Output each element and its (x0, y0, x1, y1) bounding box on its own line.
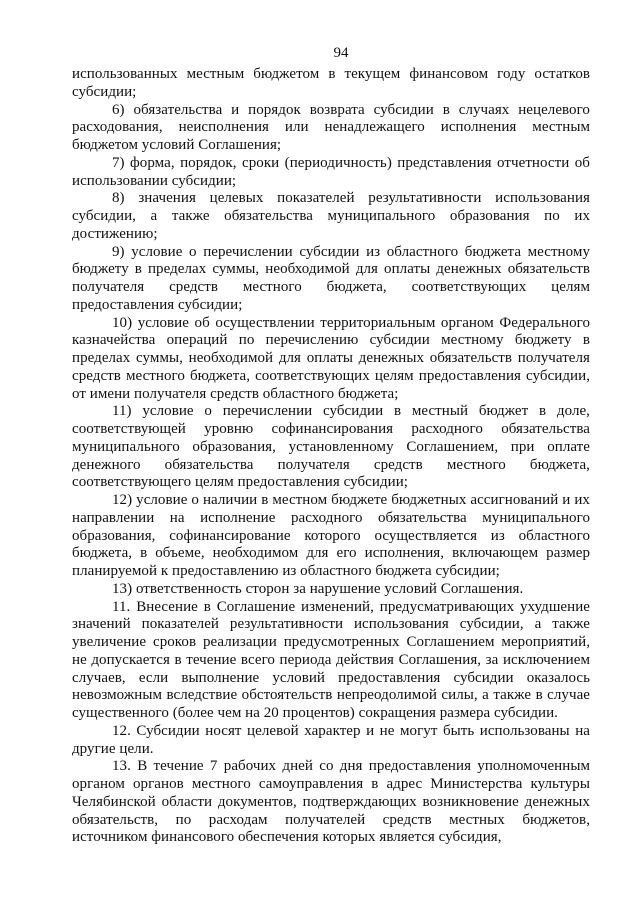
paragraph-p2 (72, 155, 590, 191)
text-line: 8) значения целевых показателей результативности использования (112, 190, 590, 207)
text-line: образования, софинансирование которого осуществляется из областного (72, 527, 590, 544)
text-line: получателя средств местного бюджета, соответствующих целям (72, 279, 590, 295)
text-line: пределах суммы, необходимой для оплаты денежных обязательств получателя (72, 350, 590, 366)
text-line: 12. Субсидии носят целевой характер и не могут быть использованы на (112, 722, 590, 739)
text-line: субсидии, а также обязательства муниципального образования по их (72, 208, 590, 224)
page-number: 94 (333, 45, 349, 61)
text-line: бюджету в пределах суммы, необходимой для оплаты денежных обязательств (72, 261, 590, 278)
text-line: органом органов местного самоуправления в адрес Министерства культуры (72, 776, 590, 792)
paragraph-p5 (72, 315, 590, 404)
paragraph-p3 (72, 190, 590, 243)
text-line: значений показателей результативности использования субсидии, а также (72, 616, 590, 633)
text-line: планируемой к предоставлению из областного бюджета субсидии; (72, 563, 500, 579)
paragraph-p1 (72, 102, 590, 155)
text-line: 6) обязательства и порядок возврата субсидии в случаях нецелевого (112, 101, 590, 118)
text-line: Челябинской области документов, подтверждающих возникновение денежных (72, 793, 590, 810)
text-line: 13) ответственность сторон за нарушение условий Соглашения. (112, 580, 524, 597)
text-line: средств местного бюджета, соответствующих целям предоставления субсидии, (72, 367, 590, 384)
text-line: 7) форма, порядок, сроки (периодичность) представления отчетности об (112, 154, 590, 171)
text-line: источником финансового обеспечения которых является субсидия, (72, 829, 502, 846)
text-line: бюджета, в объеме, необходимом для его исполнения, включающем размер (72, 545, 590, 562)
text-line: направлении на исполнение расходного обязательства муниципального (72, 509, 590, 526)
text-line: соответствующего целям предоставления субсидии; (72, 474, 409, 491)
text-line: обязательств, по расходам получателей средств местных бюджетов, (72, 811, 590, 828)
paragraph-p6 (72, 403, 590, 492)
text-line: 12) условие о наличии в местном бюджете бюджетных ассигнований и их (112, 492, 590, 508)
text-line: соответствующей уровню софинансирования расходного обязательства (72, 421, 590, 437)
paragraph-p10 (72, 723, 590, 759)
text-line: субсидии; (72, 83, 137, 100)
paragraph-p7 (72, 492, 590, 581)
paragraph-p0 (72, 66, 590, 102)
text-line: 11) условие о перечислении субсидии в местный бюджет в доле, (112, 403, 590, 420)
paragraph-p8 (72, 581, 590, 599)
text-line: не допускается в течение всего периода действия Соглашения, за исключением (72, 651, 590, 668)
text-line: 10) условие об осуществлении территориальным органом Федерального (112, 314, 590, 331)
text-line: использованных местным бюджетом в текущем финансовом году остатков (72, 66, 590, 82)
text-line: денежного обязательства получателя средств местного бюджета, (72, 456, 590, 473)
text-line: казначейства операций по перечислению субсидии местному бюджету в (72, 332, 590, 349)
text-line: невозможным вследствие обстоятельств непреодолимой силы, а также в случае (72, 687, 590, 704)
paragraph-p11 (72, 758, 590, 847)
paragraph-p9 (72, 599, 590, 723)
text-line: увеличение сроков реализации предусмотренных Соглашением мероприятий, (72, 634, 590, 650)
text-line: муниципального образования, установленному Соглашением, при оплате (72, 438, 590, 455)
text-line: 9) условие о перечислении субсидии из областного бюджета местному (112, 243, 590, 260)
text-line: достижению; (72, 225, 158, 242)
document-body (72, 66, 590, 847)
text-line: использовании субсидии; (72, 172, 237, 189)
document-page (72, 44, 590, 847)
paragraph-p4 (72, 244, 590, 315)
text-line: 11. Внесение в Соглашение изменений, предусматривающих ухудшение (112, 598, 590, 615)
text-line: другие цели. (72, 740, 154, 757)
text-line: бюджетом условий Соглашения; (72, 137, 282, 153)
text-line: от имени получателя средств областного бюджета; (72, 385, 399, 402)
text-line: предоставления субсидии; (72, 296, 243, 313)
text-line: случаев, если выполнение условий предоставления субсидии оказалось (72, 669, 590, 686)
text-line: 13. В течение 7 рабочих дней со дня предоставления уполномоченным (112, 758, 590, 775)
text-line: расходования, неисполнения или ненадлежащего исполнения местным (72, 119, 590, 136)
text-line: существенного (более чем на 20 процентов) сокращения размера субсидии. (72, 705, 558, 721)
